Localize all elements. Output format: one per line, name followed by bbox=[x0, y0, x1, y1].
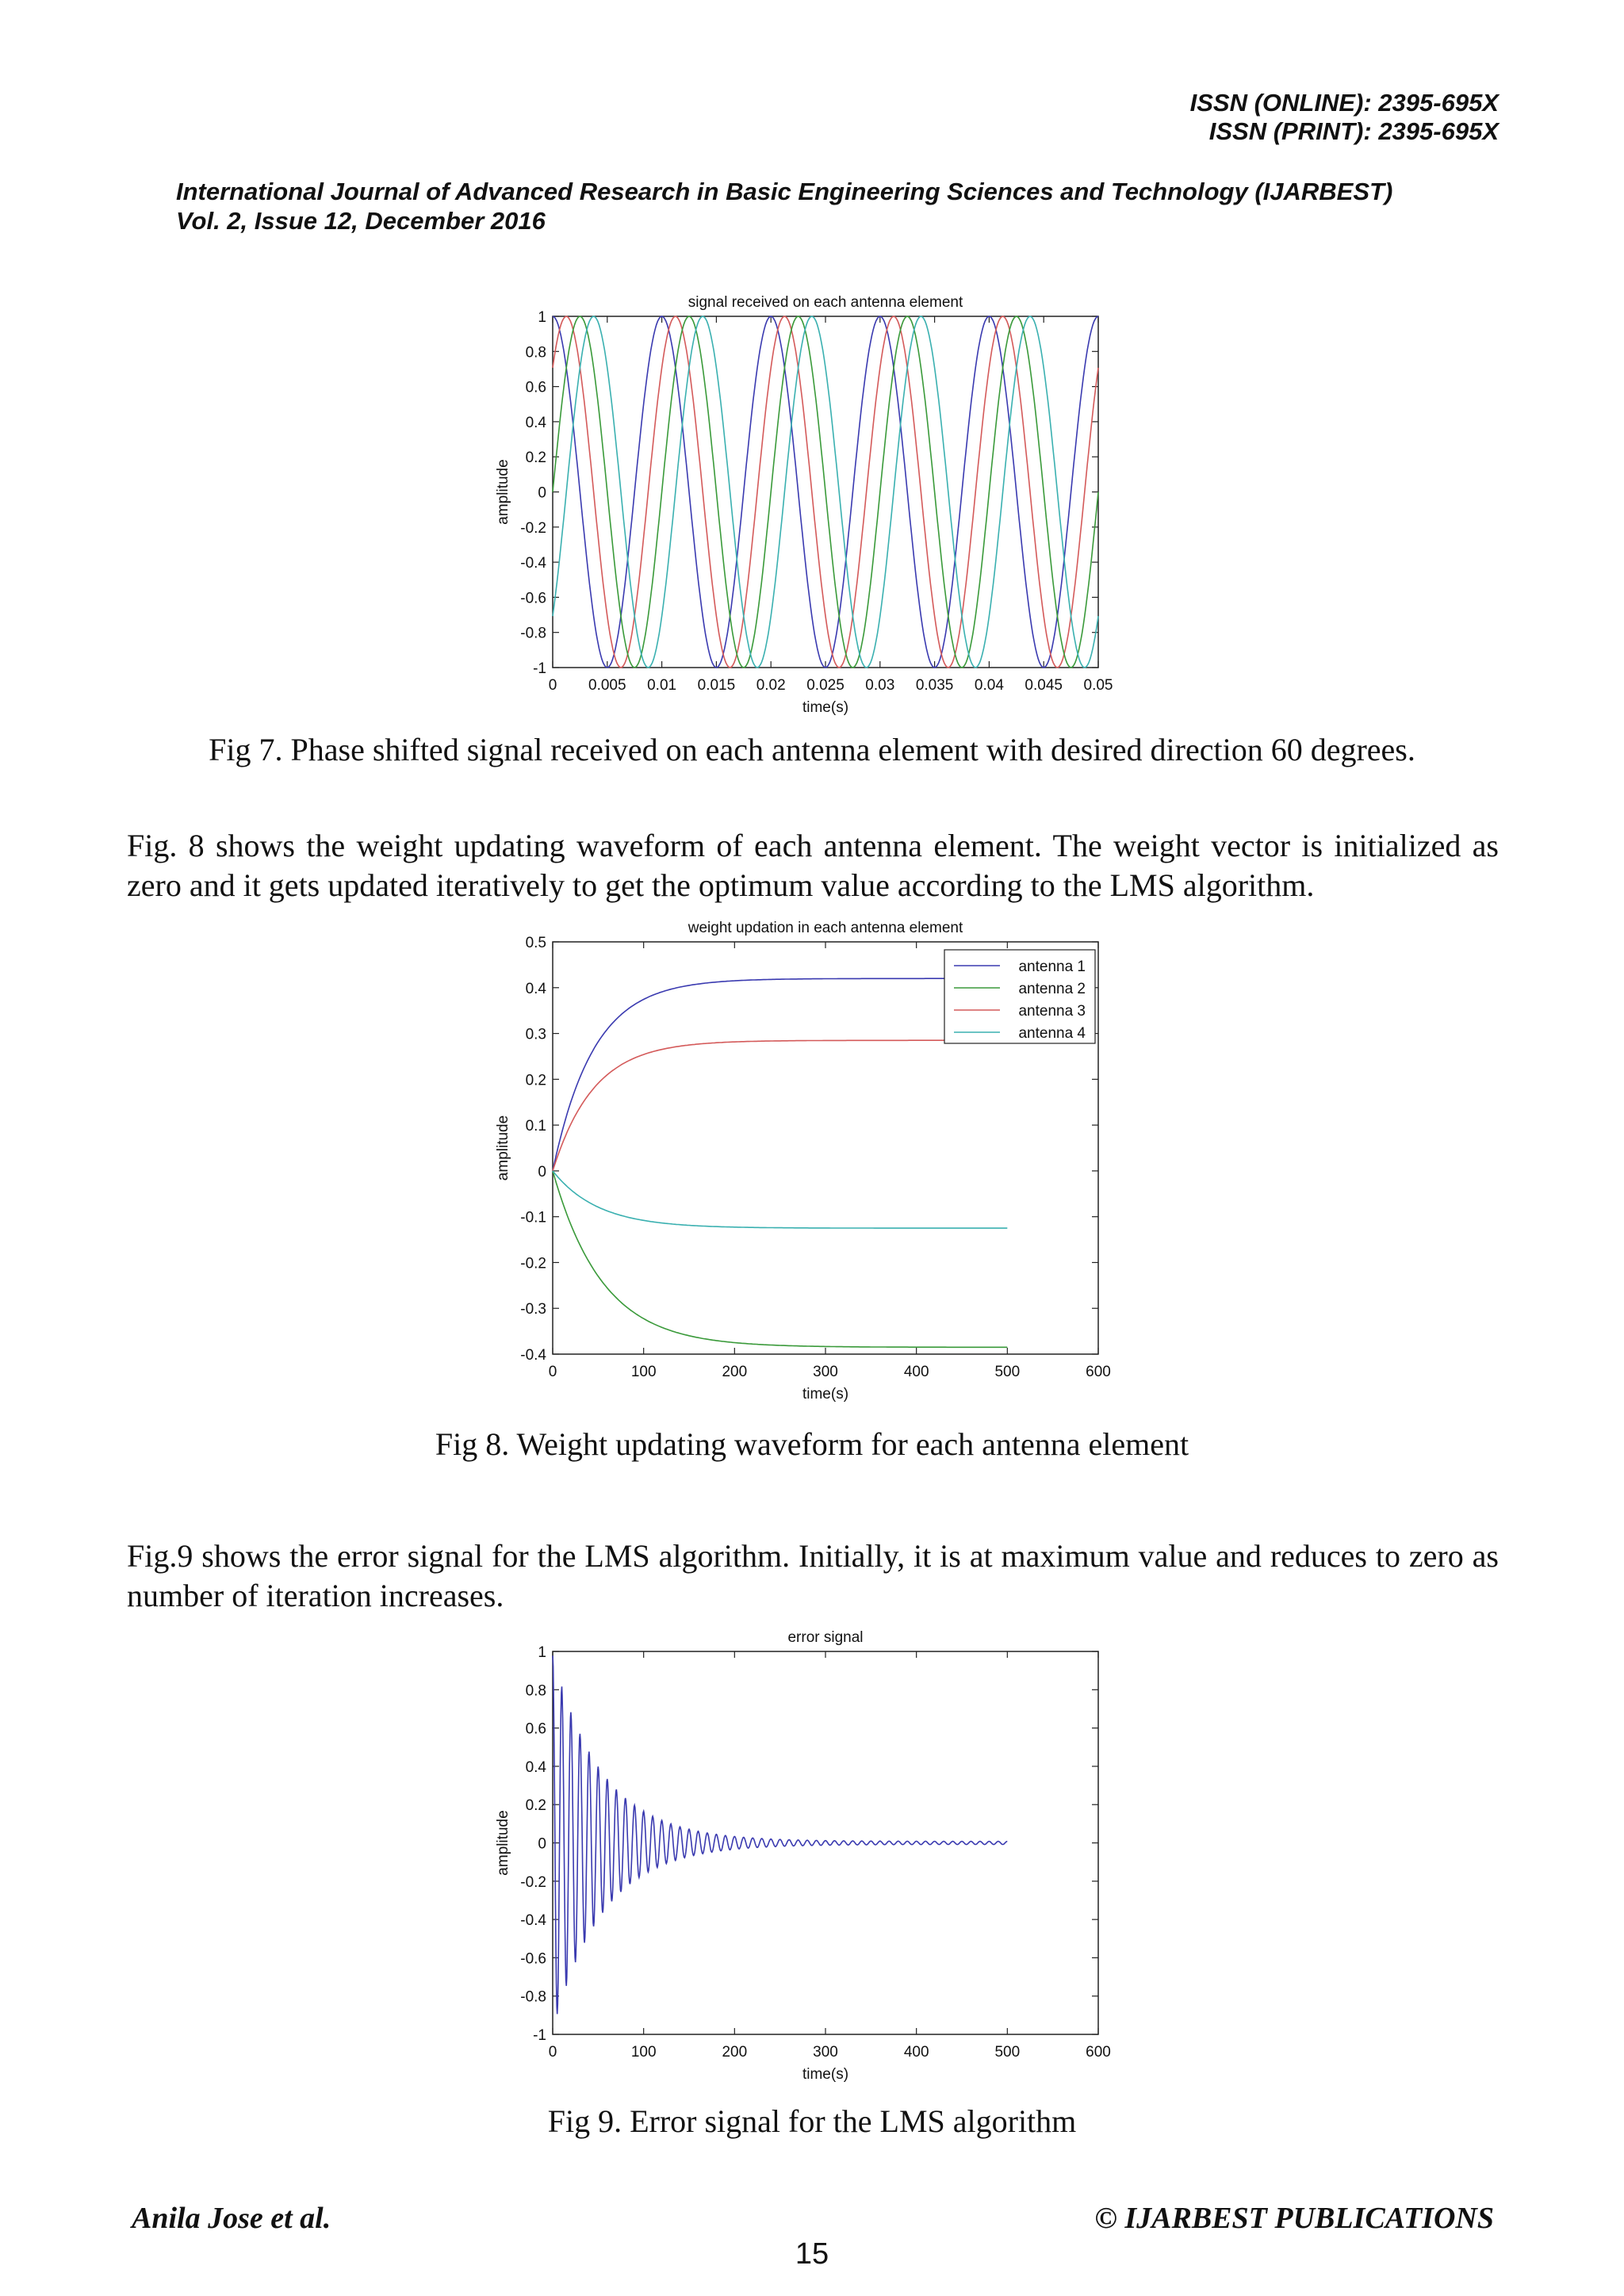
x-tick-label: 0.01 bbox=[647, 677, 677, 694]
page-number: 15 bbox=[795, 2237, 829, 2271]
fig7-caption: Fig 7. Phase shifted signal received on each antenna element with desired direction 60 degrees. bbox=[209, 732, 1415, 767]
y-tick-label: 0.2 bbox=[525, 450, 546, 467]
legend-label: antenna 2 bbox=[1018, 981, 1086, 997]
series-line-antenna-2 bbox=[553, 1171, 1007, 1347]
x-tick-label: 600 bbox=[1086, 2044, 1111, 2061]
x-axis-label: time(s) bbox=[802, 2066, 849, 2083]
x-tick-label: 0.025 bbox=[806, 677, 845, 694]
journal-title: International Journal of Advanced Research in Basic Engineering Sciences and Technology (IJARBEST) bbox=[176, 178, 1393, 205]
x-tick-label: 300 bbox=[813, 1364, 838, 1380]
x-tick-label: 0.045 bbox=[1025, 677, 1063, 694]
y-tick-label: 0.2 bbox=[525, 1797, 546, 1815]
y-tick-label: -0.2 bbox=[520, 1255, 546, 1272]
y-tick-label: -0.1 bbox=[520, 1209, 546, 1226]
y-tick-label: -0.2 bbox=[520, 519, 546, 537]
y-tick-label: 0.6 bbox=[525, 1720, 546, 1738]
issn-print: ISSN (PRINT): 2395-695X bbox=[1208, 117, 1499, 145]
y-tick-label: -0.4 bbox=[520, 555, 546, 572]
y-tick-label: 0.2 bbox=[525, 1072, 546, 1089]
x-tick-label: 200 bbox=[722, 1364, 748, 1380]
series-line-antenna-1 bbox=[553, 978, 1007, 1171]
y-tick-label: -0.4 bbox=[520, 1347, 546, 1364]
y-tick-label: -0.6 bbox=[520, 590, 546, 607]
y-tick-label: 0.6 bbox=[525, 379, 546, 396]
series-line-error bbox=[553, 1655, 1007, 2014]
x-tick-label: 500 bbox=[994, 2044, 1021, 2061]
x-tick-label: 200 bbox=[722, 2044, 748, 2061]
series-line-antenna-3 bbox=[553, 1040, 1007, 1171]
y-tick-label: 0.4 bbox=[525, 1758, 546, 1776]
y-axis-label: amplitude bbox=[495, 1810, 511, 1876]
y-axis-label: amplitude bbox=[495, 459, 511, 525]
legend-label: antenna 3 bbox=[1018, 1003, 1086, 1020]
y-tick-label: 1 bbox=[538, 309, 546, 326]
fig9-chart bbox=[495, 1629, 1111, 2083]
chart-title: weight updation in each antenna element bbox=[688, 920, 963, 936]
chart-title: signal received on each antenna element bbox=[688, 294, 963, 311]
y-tick-label: -0.3 bbox=[520, 1301, 546, 1318]
y-tick-label: -0.8 bbox=[520, 1988, 546, 2006]
x-tick-label: 0.005 bbox=[588, 677, 626, 694]
x-tick-label: 500 bbox=[994, 1364, 1021, 1380]
series-line-antenna-4 bbox=[553, 1171, 1007, 1228]
x-tick-label: 0.02 bbox=[756, 677, 786, 694]
x-tick-label: 400 bbox=[903, 2044, 929, 2061]
y-tick-label: 0 bbox=[538, 484, 546, 502]
x-tick-label: 400 bbox=[903, 1364, 929, 1380]
issn-online: ISSN (ONLINE): 2395-695X bbox=[1189, 89, 1499, 117]
y-tick-label: 0 bbox=[538, 1835, 546, 1853]
x-tick-label: 0 bbox=[548, 2044, 557, 2061]
x-tick-label: 0.035 bbox=[915, 677, 954, 694]
y-tick-label: 0.4 bbox=[525, 980, 546, 997]
y-tick-label: 0 bbox=[538, 1163, 546, 1181]
x-axis-label: time(s) bbox=[802, 1386, 849, 1402]
fig8-chart bbox=[495, 920, 1111, 1402]
x-tick-label: 600 bbox=[1086, 1364, 1111, 1380]
y-axis-label: amplitude bbox=[495, 1115, 511, 1181]
x-tick-label: 0.015 bbox=[697, 677, 736, 694]
y-tick-label: -0.2 bbox=[520, 1873, 546, 1891]
y-tick-label: 0.1 bbox=[525, 1118, 546, 1135]
y-tick-label: -0.4 bbox=[520, 1912, 546, 1930]
y-tick-label: -0.6 bbox=[520, 1950, 546, 1968]
x-tick-label: 0.03 bbox=[865, 677, 895, 694]
y-tick-label: 0.4 bbox=[525, 414, 546, 431]
x-tick-label: 100 bbox=[630, 1364, 657, 1380]
chart-title: error signal bbox=[787, 1629, 864, 1646]
x-tick-label: 0 bbox=[548, 677, 557, 694]
x-tick-label: 0 bbox=[548, 1364, 557, 1380]
x-axis-label: time(s) bbox=[802, 699, 849, 716]
fig9-caption: Fig 9. Error signal for the LMS algorithm bbox=[547, 2103, 1077, 2139]
fig8-caption: Fig 8. Weight updating waveform for each antenna element bbox=[435, 1426, 1189, 1462]
plot-frame bbox=[553, 1651, 1098, 2034]
y-tick-label: 1 bbox=[538, 1644, 546, 1661]
x-tick-label: 0.04 bbox=[974, 677, 1004, 694]
y-tick-label: -1 bbox=[533, 2027, 546, 2044]
legend-label: antenna 4 bbox=[1018, 1025, 1086, 1042]
y-tick-label: -1 bbox=[533, 660, 546, 677]
y-tick-label: 0.8 bbox=[525, 344, 546, 362]
y-tick-label: 0.3 bbox=[525, 1026, 546, 1043]
x-tick-label: 100 bbox=[630, 2044, 657, 2061]
y-tick-label: 0.8 bbox=[525, 1682, 546, 1700]
paragraph-fig9: Fig.9 shows the error signal for the LMS algorithm. Initially, it is at maximum value and reduces to zero as number of iteration increases. bbox=[127, 1538, 1499, 1613]
x-tick-label: 0.05 bbox=[1083, 677, 1113, 694]
y-tick-label: 0.5 bbox=[525, 935, 546, 951]
journal-volume: Vol. 2, Issue 12, December 2016 bbox=[176, 207, 546, 235]
footer-publisher: © IJARBEST PUBLICATIONS bbox=[1094, 2202, 1494, 2235]
legend-label: antenna 1 bbox=[1018, 959, 1086, 975]
y-tick-label: -0.8 bbox=[520, 625, 546, 642]
fig7-chart bbox=[495, 294, 1113, 716]
x-tick-label: 300 bbox=[813, 2044, 838, 2061]
paragraph-fig8: Fig. 8 shows the weight updating waveform of each antenna element. The weight vector is initialized as zero and it gets updated iteratively to get the optimum value according to the LMS algorithm. bbox=[127, 828, 1499, 903]
footer-author: Anila Jose et al. bbox=[132, 2202, 331, 2235]
